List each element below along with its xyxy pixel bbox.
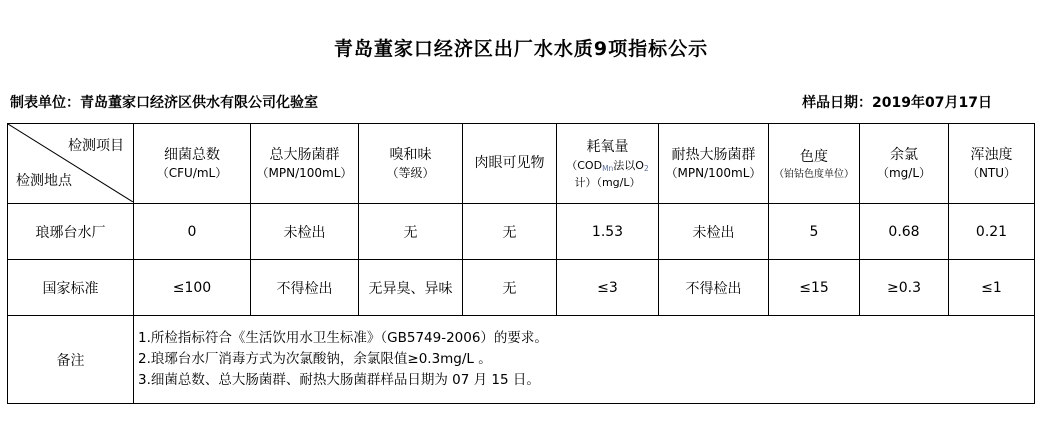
col-header-unit: （CFU/mL） <box>156 166 228 181</box>
remarks-label: 备注 <box>8 316 134 404</box>
col-header-name: 耐热大肠菌群 <box>671 147 756 164</box>
o2-subscript: 2 <box>643 164 649 174</box>
col-header-unit: （NTU） <box>966 166 1017 181</box>
table-row-langyatai-plant <box>8 204 1035 260</box>
sample-date-label: 样品日期：2019年07月17日 <box>802 95 992 111</box>
col-header-total-coliform <box>251 124 359 204</box>
col-header-unit: （MPN/100mL） <box>256 166 353 181</box>
corner-cell <box>8 124 134 204</box>
cell-residual-chlorine: ≥0.3 <box>860 260 949 316</box>
col-header-residual-chlorine <box>860 124 949 204</box>
cell-chroma: 5 <box>769 204 860 260</box>
cell-thermotolerant-coliform: 不得检出 <box>659 260 769 316</box>
col-header-unit: （$COD_{Mn}$法以$O_2$计）（mg/L） <box>566 159 649 189</box>
remarks-content <box>134 316 1035 404</box>
col-header-chroma <box>769 124 860 204</box>
row-label: 琅琊台水厂 <box>8 204 134 260</box>
cell-bacteria-count: 0 <box>134 204 251 260</box>
cell-turbidity: ≤1 <box>949 260 1035 316</box>
col-header-odor-taste <box>359 124 463 204</box>
col-header-unit: （铂钴色度单位） <box>774 168 854 180</box>
corner-label-test-items: 检测项目 <box>68 138 124 154</box>
col-header-name: 嗅和味 <box>389 147 432 164</box>
cell-cod: 1.53 <box>557 204 659 260</box>
col-header-unit: （等级） <box>386 166 435 181</box>
cell-thermotolerant-coliform: 未检出 <box>659 204 769 260</box>
col-header-name: 总大肠菌群 <box>269 147 340 164</box>
col-header-unit: （mg/L） <box>876 166 932 181</box>
corner-label-test-location: 检测地点 <box>16 173 72 189</box>
col-header-name: 细菌总数 <box>164 147 220 164</box>
cell-visible-matter: 无 <box>463 204 557 260</box>
table-row-national-standard <box>8 260 1035 316</box>
table-row-remarks <box>8 316 1035 404</box>
cod-mn-subscript: Mn <box>602 164 614 174</box>
cell-turbidity: 0.21 <box>949 204 1035 260</box>
row-label: 国家标准 <box>8 260 134 316</box>
remark-line-1: 1.所检指标符合《生活饮用水卫生标准》（GB5749-2006）的要求。 <box>138 330 548 346</box>
col-header-name: 耗氧量 <box>586 139 629 156</box>
col-header-bacteria-count <box>134 124 251 204</box>
col-header-cod <box>557 124 659 204</box>
col-header-name: 肉眼可见物 <box>474 155 545 171</box>
prepared-by-label: 制表单位：青岛董家口经济区供水有限公司化验室 <box>10 95 318 111</box>
col-header-turbidity <box>949 124 1035 204</box>
col-header-thermotolerant-coliform <box>659 124 769 204</box>
cell-bacteria-count: ≤100 <box>134 260 251 316</box>
meta-row <box>0 92 1042 112</box>
cell-chroma: ≤15 <box>769 260 860 316</box>
col-header-visible-matter <box>463 124 557 204</box>
table-header-row <box>8 124 1035 204</box>
col-header-name: 色度 <box>800 148 828 165</box>
col-header-unit: （MPN/100mL） <box>665 166 762 181</box>
cell-visible-matter: 无 <box>463 260 557 316</box>
page-title: 青岛董家口经济区出厂水水质9项指标公示 <box>333 38 709 60</box>
cell-total-coliform: 不得检出 <box>251 260 359 316</box>
col-header-name: 余氯 <box>890 147 918 164</box>
cell-odor-taste: 无 <box>359 204 463 260</box>
remark-line-2: 2.琅琊台水厂消毒方式为次氯酸钠，余氯限值≥0.3mg/L 。 <box>138 351 492 367</box>
cell-total-coliform: 未检出 <box>251 204 359 260</box>
water-quality-table <box>7 123 1035 404</box>
remark-line-3: 3.细菌总数、总大肠菌群、耐热大肠菌群样品日期为 07 月 15 日。 <box>138 372 540 388</box>
cell-odor-taste: 无异臭、异味 <box>359 260 463 316</box>
col-header-name: 浑浊度 <box>970 147 1013 164</box>
cell-residual-chlorine: 0.68 <box>860 204 949 260</box>
cell-cod: ≤3 <box>557 260 659 316</box>
